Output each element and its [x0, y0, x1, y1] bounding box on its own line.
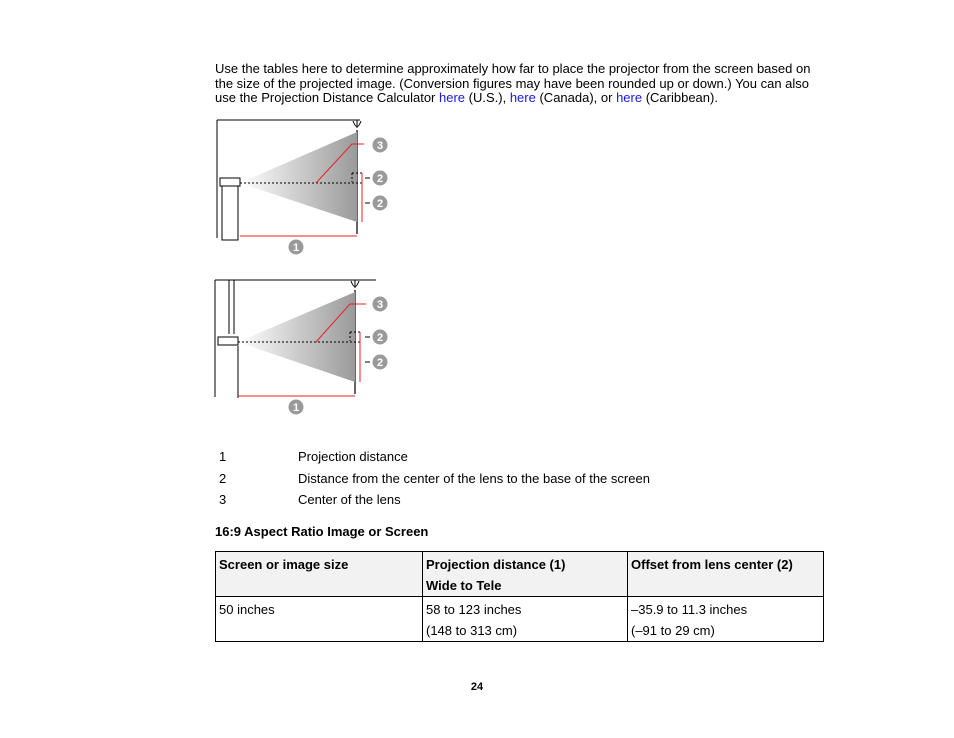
intro-paragraph	[215, 62, 820, 106]
legend-number: 3	[219, 492, 227, 507]
header-offset: Offset from lens center (2)	[628, 552, 824, 597]
projector-icon	[220, 178, 240, 186]
intro-text-caribbean: (Caribbean).	[642, 90, 718, 105]
table-icon	[222, 186, 238, 240]
svg-text:2: 2	[376, 173, 384, 185]
legend-text: Projection distance	[298, 449, 408, 464]
intro-text: Use the tables here to determine approximately how far to place the projector from the screen based on the size of the projected image. (Conversion figures may have been rounded up or down.) You can also use the Projection Distance Calculator	[215, 61, 811, 105]
svg-text:1: 1	[292, 402, 300, 414]
callout-2-badge	[373, 196, 388, 211]
projection-beam	[240, 132, 357, 222]
cell-screen-size: 50 inches	[216, 597, 423, 642]
ceiling-projection-diagram	[212, 276, 402, 421]
header-projection-distance	[423, 552, 628, 597]
link-here-us[interactable]: here	[439, 90, 466, 105]
svg-text:3: 3	[376, 140, 384, 152]
link-here-canada[interactable]: here	[509, 90, 536, 105]
offset-cm: (–91 to 29 cm)	[631, 623, 715, 638]
callout-2-badge	[373, 330, 388, 345]
legend-number: 1	[219, 449, 227, 464]
intro-text-us: (U.S.),	[465, 90, 510, 105]
svg-text:1: 1	[292, 242, 300, 254]
callout-3-badge	[373, 138, 388, 153]
distance-cm: (148 to 313 cm)	[426, 623, 518, 638]
svg-text:2: 2	[376, 198, 384, 210]
link-here-caribbean[interactable]: here	[616, 90, 643, 105]
projection-distance-table	[215, 551, 824, 642]
callout-1-badge	[289, 400, 304, 415]
distance-inches: 58 to 123 inches	[426, 602, 522, 617]
legend-text: Center of the lens	[298, 492, 401, 507]
table-header-row	[216, 552, 824, 597]
legend-number: 2	[219, 471, 227, 486]
callout-1-badge	[289, 240, 304, 255]
offset-inches: –35.9 to 11.3 inches	[631, 602, 748, 617]
svg-text:2: 2	[376, 357, 384, 369]
intro-text-canada: (Canada), or	[535, 90, 617, 105]
section-title: 16:9 Aspect Ratio Image or Screen	[215, 524, 429, 539]
header-distance-line2: Wide to Tele	[426, 578, 502, 593]
svg-text:3: 3	[376, 299, 384, 311]
projection-beam	[238, 292, 355, 382]
page-number: 24	[470, 681, 484, 693]
header-screen-size: Screen or image size	[216, 552, 423, 597]
table-row	[216, 597, 824, 642]
legend-text: Distance from the center of the lens to the base of the screen	[298, 471, 650, 486]
cell-offset	[628, 597, 824, 642]
header-distance-line1: Projection distance (1)	[426, 557, 566, 572]
cell-projection-distance	[423, 597, 628, 642]
callout-2-badge	[373, 171, 388, 186]
callout-2-badge	[373, 355, 388, 370]
svg-text:2: 2	[376, 332, 384, 344]
callout-3-badge	[373, 297, 388, 312]
projector-icon	[218, 337, 238, 345]
floor-projection-diagram	[212, 116, 402, 261]
